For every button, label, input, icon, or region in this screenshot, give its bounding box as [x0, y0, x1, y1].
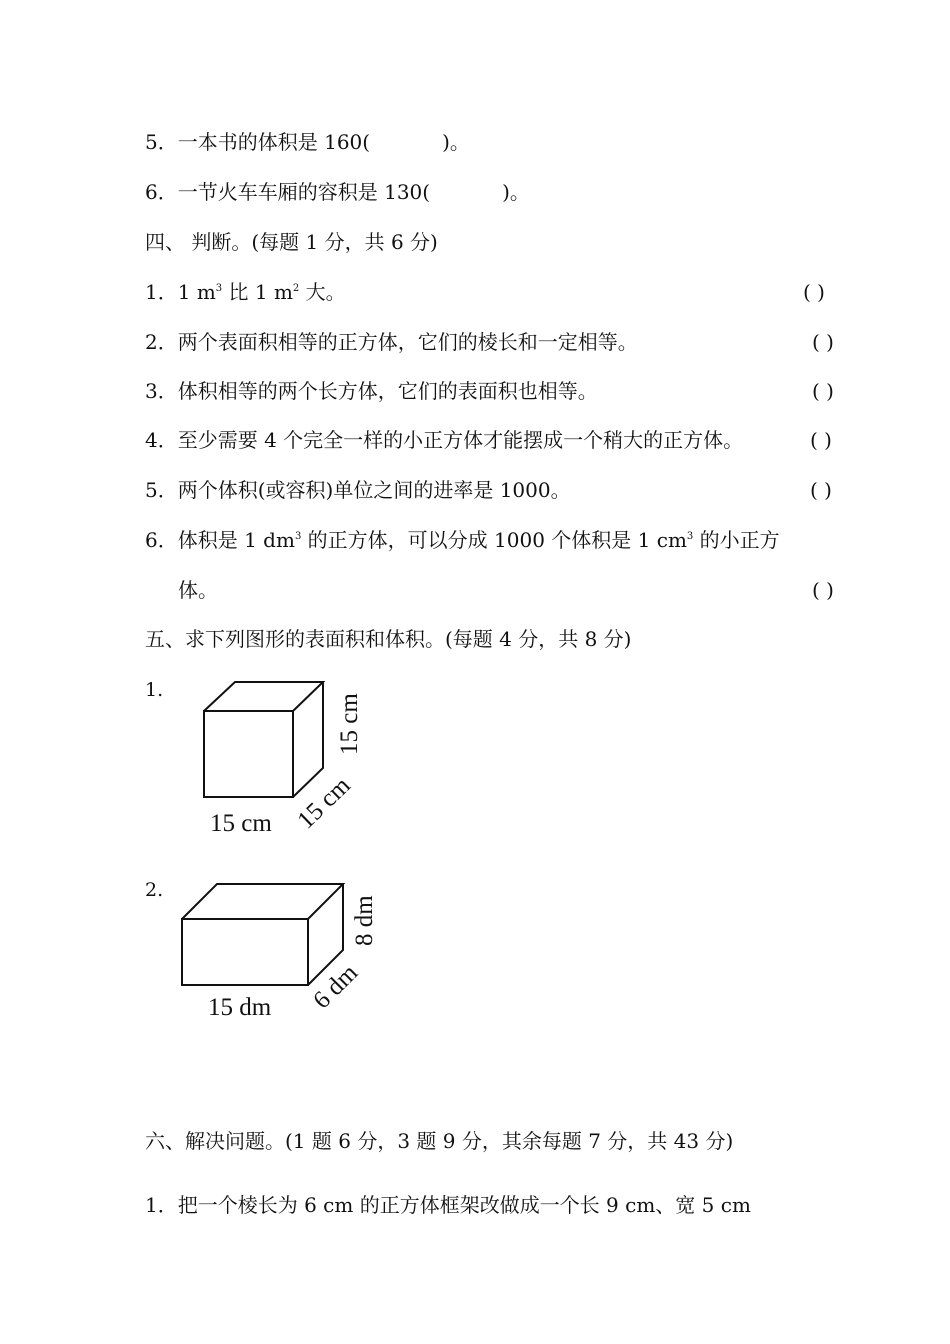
cuboid-figure [175, 874, 385, 1034]
question-text: 1 m [177, 280, 216, 304]
judge-question-1 [145, 280, 346, 304]
judge-question-5 [145, 478, 571, 502]
cube-height-label: 15 cm [336, 693, 363, 755]
question-text: 大。 [299, 280, 346, 304]
question-number: 6． [145, 528, 178, 552]
question-text: 两个表面积相等的正方体，它们的棱长和一定相等。 [177, 330, 638, 354]
cuboid-bottom-label: 15 dm [208, 994, 272, 1021]
judge-question-3 [145, 379, 598, 403]
question-text: 一本书的体积是 160( [177, 130, 371, 154]
answer-paren[interactable]: ( ) [812, 578, 834, 602]
figure-1-number: 1. [145, 679, 164, 701]
question-text: 体积相等的两个长方体，它们的表面积也相等。 [177, 379, 598, 403]
cube-figure [195, 672, 375, 842]
superscript: 2 [292, 283, 300, 294]
question-number: 1． [145, 1193, 178, 1217]
question-number: 5． [145, 130, 178, 154]
cuboid-depth-label: 6 dm [308, 959, 364, 1015]
question-number: 6． [145, 180, 178, 204]
section-4-title: 四、 判断。(每题 1 分，共 6 分) [145, 230, 438, 254]
cuboid-front-face [182, 919, 308, 985]
cube-depth-label: 15 cm [292, 771, 356, 835]
superscript: 3 [686, 531, 694, 542]
answer-paren[interactable]: ( ) [812, 379, 834, 403]
fill-question-5 [145, 130, 470, 154]
question-text-end: )。 [502, 180, 530, 204]
cube-front-face [204, 711, 293, 797]
cube-top-face [204, 682, 323, 711]
question-text: 至少需要 4 个完全一样的小正方体才能摆成一个稍大的正方体。 [177, 428, 744, 452]
superscript: 3 [215, 283, 223, 294]
judge-question-2 [145, 330, 638, 354]
judge-question-6 [145, 528, 780, 552]
cuboid-height-label: 8 dm [351, 895, 378, 946]
question-number: 3． [145, 379, 178, 403]
fill-question-6 [145, 180, 530, 204]
question-text: 比 1 m [222, 280, 293, 304]
cube-bottom-label: 15 cm [210, 810, 272, 837]
question-number: 4． [145, 428, 178, 452]
question-text: 的小正方 [693, 528, 780, 552]
answer-paren[interactable]: ( ) [803, 280, 825, 304]
figure-2-number: 2. [145, 879, 164, 901]
section-5-title: 五、求下列图形的表面积和体积。(每题 4 分，共 8 分) [145, 627, 632, 651]
judge-question-6-continued: 体。 [178, 578, 218, 602]
question-text: 体积是 1 dm [177, 528, 295, 552]
question-text: 的正方体，可以分成 1000 个体积是 1 cm [301, 528, 687, 552]
answer-paren[interactable]: ( ) [810, 428, 832, 452]
question-text: 一节火车车厢的容积是 130( [177, 180, 431, 204]
judge-question-4 [145, 428, 743, 452]
question-number: 2． [145, 330, 178, 354]
answer-paren[interactable]: ( ) [812, 330, 834, 354]
superscript: 3 [294, 531, 302, 542]
question-text: 把一个棱长为 6 cm 的正方体框架改做成一个长 9 cm、宽 5 cm [177, 1193, 751, 1217]
question-text: 两个体积(或容积)单位之间的进率是 1000。 [177, 478, 571, 502]
question-number: 5． [145, 478, 178, 502]
problem-question-1 [145, 1193, 751, 1217]
answer-paren[interactable]: ( ) [810, 478, 832, 502]
question-number: 1． [145, 280, 178, 304]
section-6-title: 六、解决问题。(1 题 6 分，3 题 9 分，其余每题 7 分，共 43 分) [145, 1129, 734, 1153]
cuboid-top-face [182, 884, 343, 919]
cube-side-face [293, 682, 323, 797]
question-text-end: )。 [442, 130, 470, 154]
